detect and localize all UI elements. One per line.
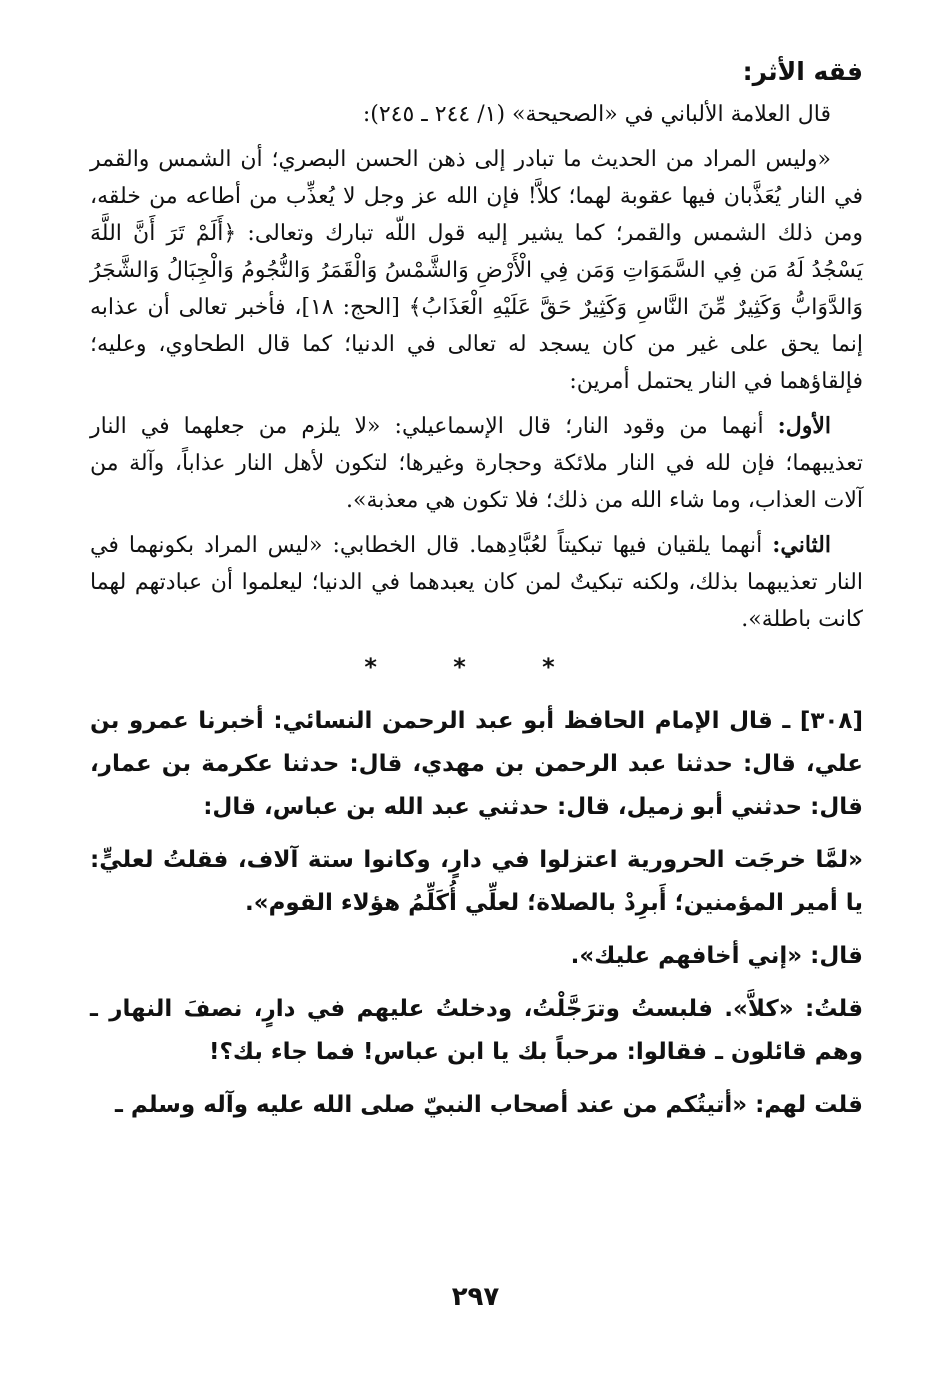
quran-verse: ﴿أَلَمْ تَرَ أَنَّ اللَّهَ يَسْجُدُ لَهُ مَن فِي السَّمَوَاتِ وَمَن فِي الْأَرْضِ وَالشَّمْسُ وَالْقَمَرُ وَالنُّجُومُ وَالْجِبَالُ وَالشَّجَرُ وَالدَّوَابُّ وَكَثِيرٌ مِّنَ النَّاسِ وَكَثِيرٌ حَقَّ عَلَيْهِ الْعَذَابُ﴾ [90,221,863,320]
hadith-paragraph-3: قلتُ: «كلاَّ». فلبستُ وترَجَّلْتُ، ودخلتُ عليهم في دارٍ، نصفَ النهار ـ وهم قائلون ـ فقالوا: مرحباً بك يا ابن عباس! فما جاء بك؟! [90,996,863,1065]
quote-paragraph-albani [90,141,863,400]
hadith-paragraph-1: «لمَّا خرجَت الحرورية اعتزلوا في دارٍ، وكانوا ستة آلاف، فقلتُ لعليٍّ: يا أمير المؤمنين؛ أَبرِدْ بالصلاة؛ لعلِّي أُكَلِّمُ هؤلاء القوم». [90,847,863,916]
second-text: أنهما يلقيان فيها تبكيتاً لعُبَّادِهما. قال الخطابي: «ليس المراد بكونهما في النار تعذيبهما بذلك، ولكنه تبكيتٌ لمن كان يعبدهما في الدنيا؛ ليعلموا أن عبادتهم لهما كانت باطلة». [90,533,863,632]
second-label: الثاني: [772,532,831,558]
first-label: الأول: [777,413,831,439]
section-separator: * * * [364,653,589,681]
hadith-chain-rest: قال: حدثنا عبد الرحمن بن مهدي، قال: حدثنا عكرمة بن عمار، قال: حدثني أبو زميل، قال: حدثني عبد الله بن عباس، قال: [90,751,863,820]
first-text: أنهما من وقود النار؛ قال الإسماعيلي: «لا يلزم من جعلهما في النار تعذيبهما؛ فإن لله في النار ملائكة وحجارة وغيرها؛ لتكون لأهل النار عذاباً، وآلة من آلات العذاب، وما شاء الله من ذلك؛ فلا تكون هي معذبة». [90,414,863,513]
quote-text-end: [الحج: ١٨]، فأخبر تعالى أن عذابه إنما يحق على غير من كان يسجد له تعالى في الدنيا؛ كما قال الطحاوي، وعليه؛ فإلقاؤهما في النار يحتمل أمرين: [90,295,863,394]
hadith-paragraph-2: قال: «إني أخافهم عليك». [570,943,863,969]
page-number: ٢٩٧ [451,1282,500,1312]
section-heading: فقه الأثر: [742,57,863,86]
hadith-isnad [90,700,863,829]
intro-line: قال العلامة الألباني في «الصحيحة» (١/ ٢٤٤ ـ ٢٤٥): [362,102,831,127]
hadith-paragraph-4: قلت لهم: «أتيتُكم من عند أصحاب النبيّ صلى الله عليه وآله وسلم ـ [115,1092,863,1118]
second-possibility [90,527,863,638]
hadith-chain-start: [٣٠٨] ـ قال الإمام الحافظ أبو عبد الرحمن النسائي: أخبرنا عمرو بن علي، [90,708,864,777]
first-possibility [90,408,863,519]
quote-text-start: «وليس المراد من الحديث ما تبادر إلى ذهن الحسن البصري؛ أن الشمس والقمر في النار يُعَذَّبان فيها عقوبة لهما؛ كلاَّ! فإن الله عز وجل لا يُعذِّب من أطاعه من خلقه، ومن ذلك الشمس والقمر؛ كما يشير إليه قول اللّه تبارك وتعالى: [90,147,863,246]
